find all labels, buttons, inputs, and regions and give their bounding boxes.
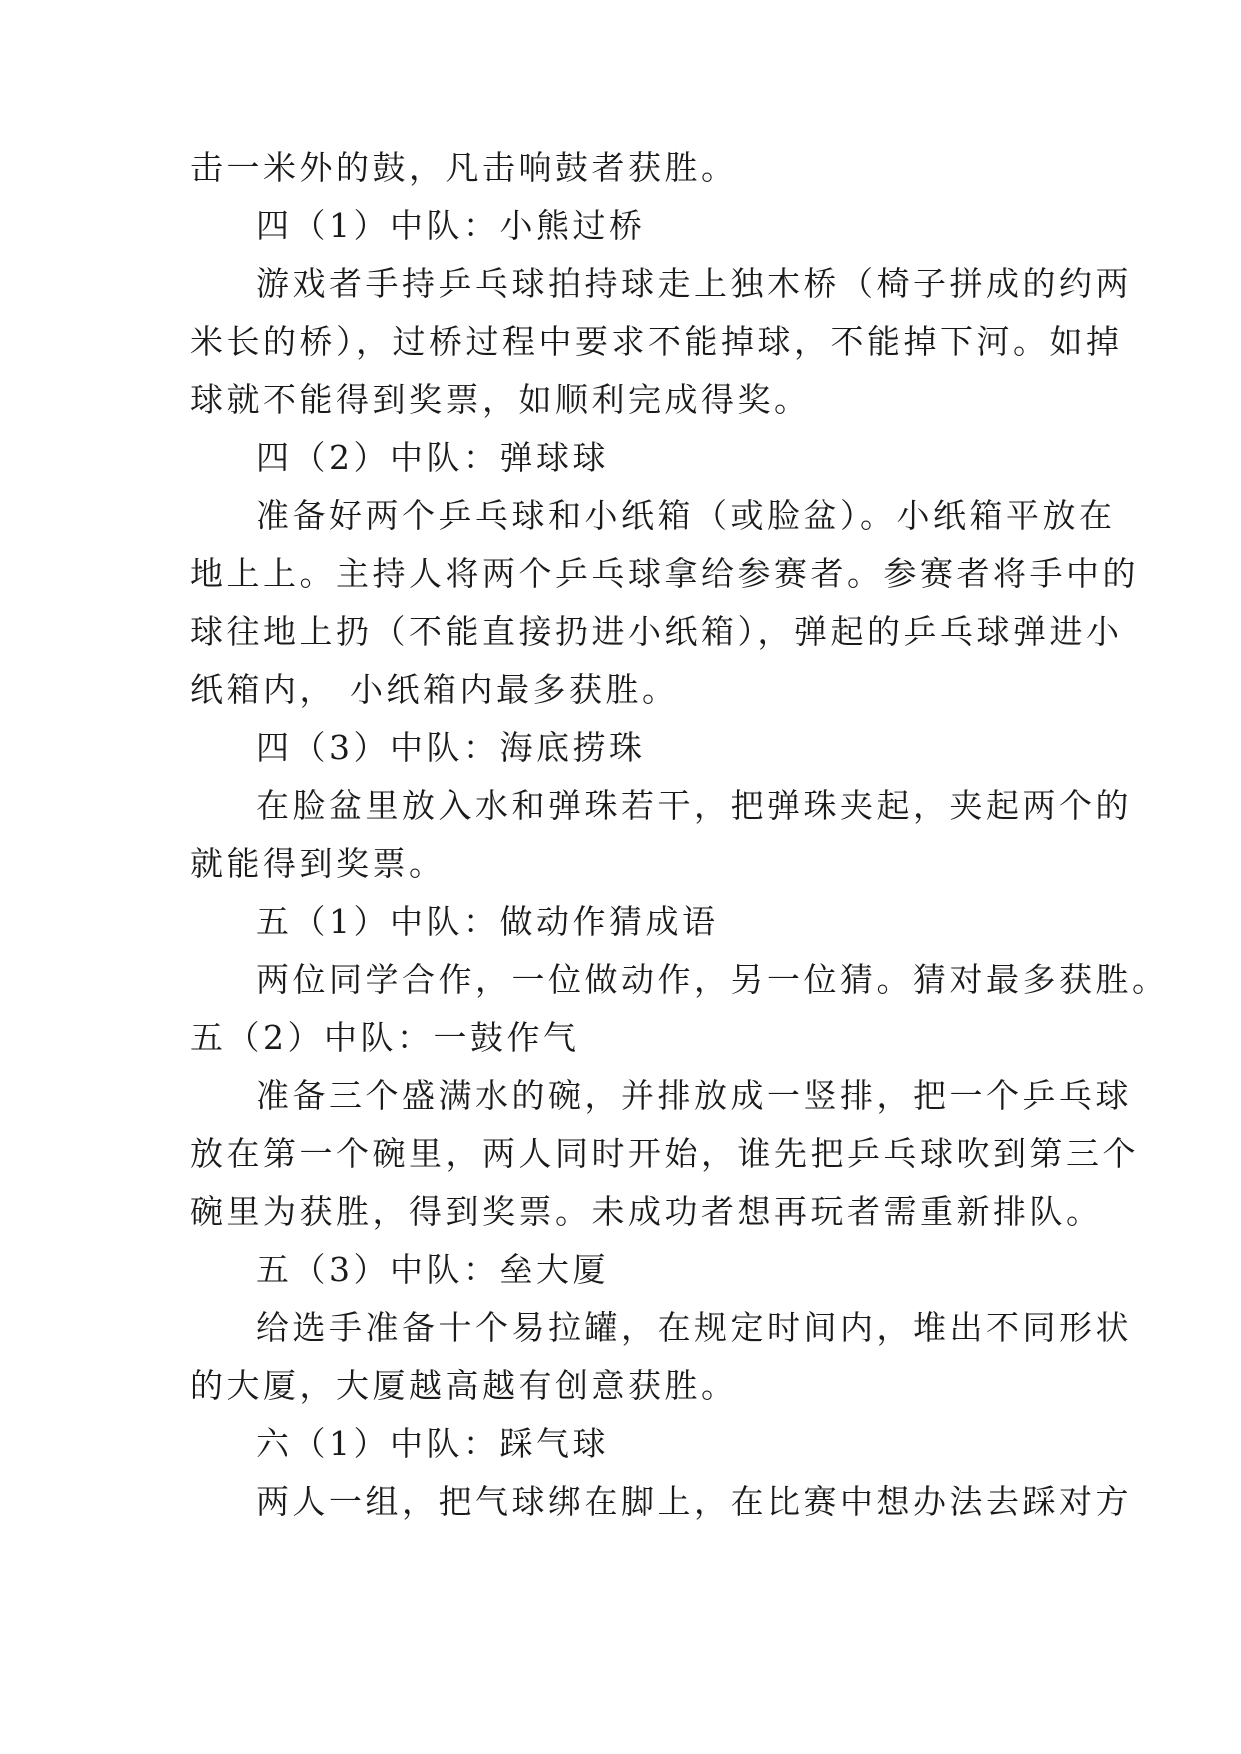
body-line: 给选手准备十个易拉罐，在规定时间内，堆出不同形状 bbox=[256, 1308, 1132, 1347]
body-line: 地上上。主持人将两个乒乓球拿给参赛者。参赛者将手中的 bbox=[190, 554, 1139, 593]
body-line: 两人一组，把气球绑在脚上，在比赛中想办法去踩对方 bbox=[256, 1482, 1132, 1521]
section-heading: 五（2）中队：一鼓作气 bbox=[190, 1018, 580, 1057]
section-heading: 六（1）中队：踩气球 bbox=[256, 1424, 609, 1463]
body-line: 碗里为获胜，得到奖票。未成功者想再玩者需重新排队。 bbox=[190, 1192, 1103, 1231]
body-line: 在脸盆里放入水和弹珠若干，把弹珠夹起，夹起两个的 bbox=[256, 786, 1132, 825]
section-heading: 四（3）中队：海底捞珠 bbox=[256, 728, 646, 767]
body-line: 准备三个盛满水的碗，并排放成一竖排，把一个乒乓球 bbox=[256, 1076, 1132, 1115]
body-line: 米长的桥），过桥过程中要求不能掉球，不能掉下河。如掉 bbox=[190, 322, 1123, 361]
body-line: 的大厦，大厦越高越有创意获胜。 bbox=[190, 1366, 738, 1405]
section-heading: 四（1）中队：小熊过桥 bbox=[256, 206, 646, 245]
body-line: 击一米外的鼓，凡击响鼓者获胜。 bbox=[190, 148, 738, 187]
body-line: 准备好两个乒乓球和小纸箱（或脸盆）。小纸箱平放在 bbox=[256, 496, 1116, 535]
section-heading: 五（1）中队：做动作猜成语 bbox=[256, 902, 719, 941]
body-line: 纸箱内， 小纸箱内最多获胜。 bbox=[190, 670, 679, 709]
body-line: 就能得到奖票。 bbox=[190, 844, 446, 883]
body-line: 球就不能得到奖票，如顺利完成得奖。 bbox=[190, 380, 811, 419]
body-line: 球往地上扔（不能直接扔进小纸箱），弹起的乒乓球弹进小 bbox=[190, 612, 1123, 651]
body-line: 放在第一个碗里，两人同时开始，谁先把乒乓球吹到第三个 bbox=[190, 1134, 1139, 1173]
section-heading: 四（2）中队：弹球球 bbox=[256, 438, 609, 477]
body-line: 游戏者手持乒乓球拍持球走上独木桥（椅子拼成的约两 bbox=[256, 264, 1132, 303]
section-heading: 五（3）中队：垒大厦 bbox=[256, 1250, 609, 1289]
body-line: 两位同学合作，一位做动作，另一位猜。猜对最多获胜。 bbox=[256, 960, 1169, 999]
